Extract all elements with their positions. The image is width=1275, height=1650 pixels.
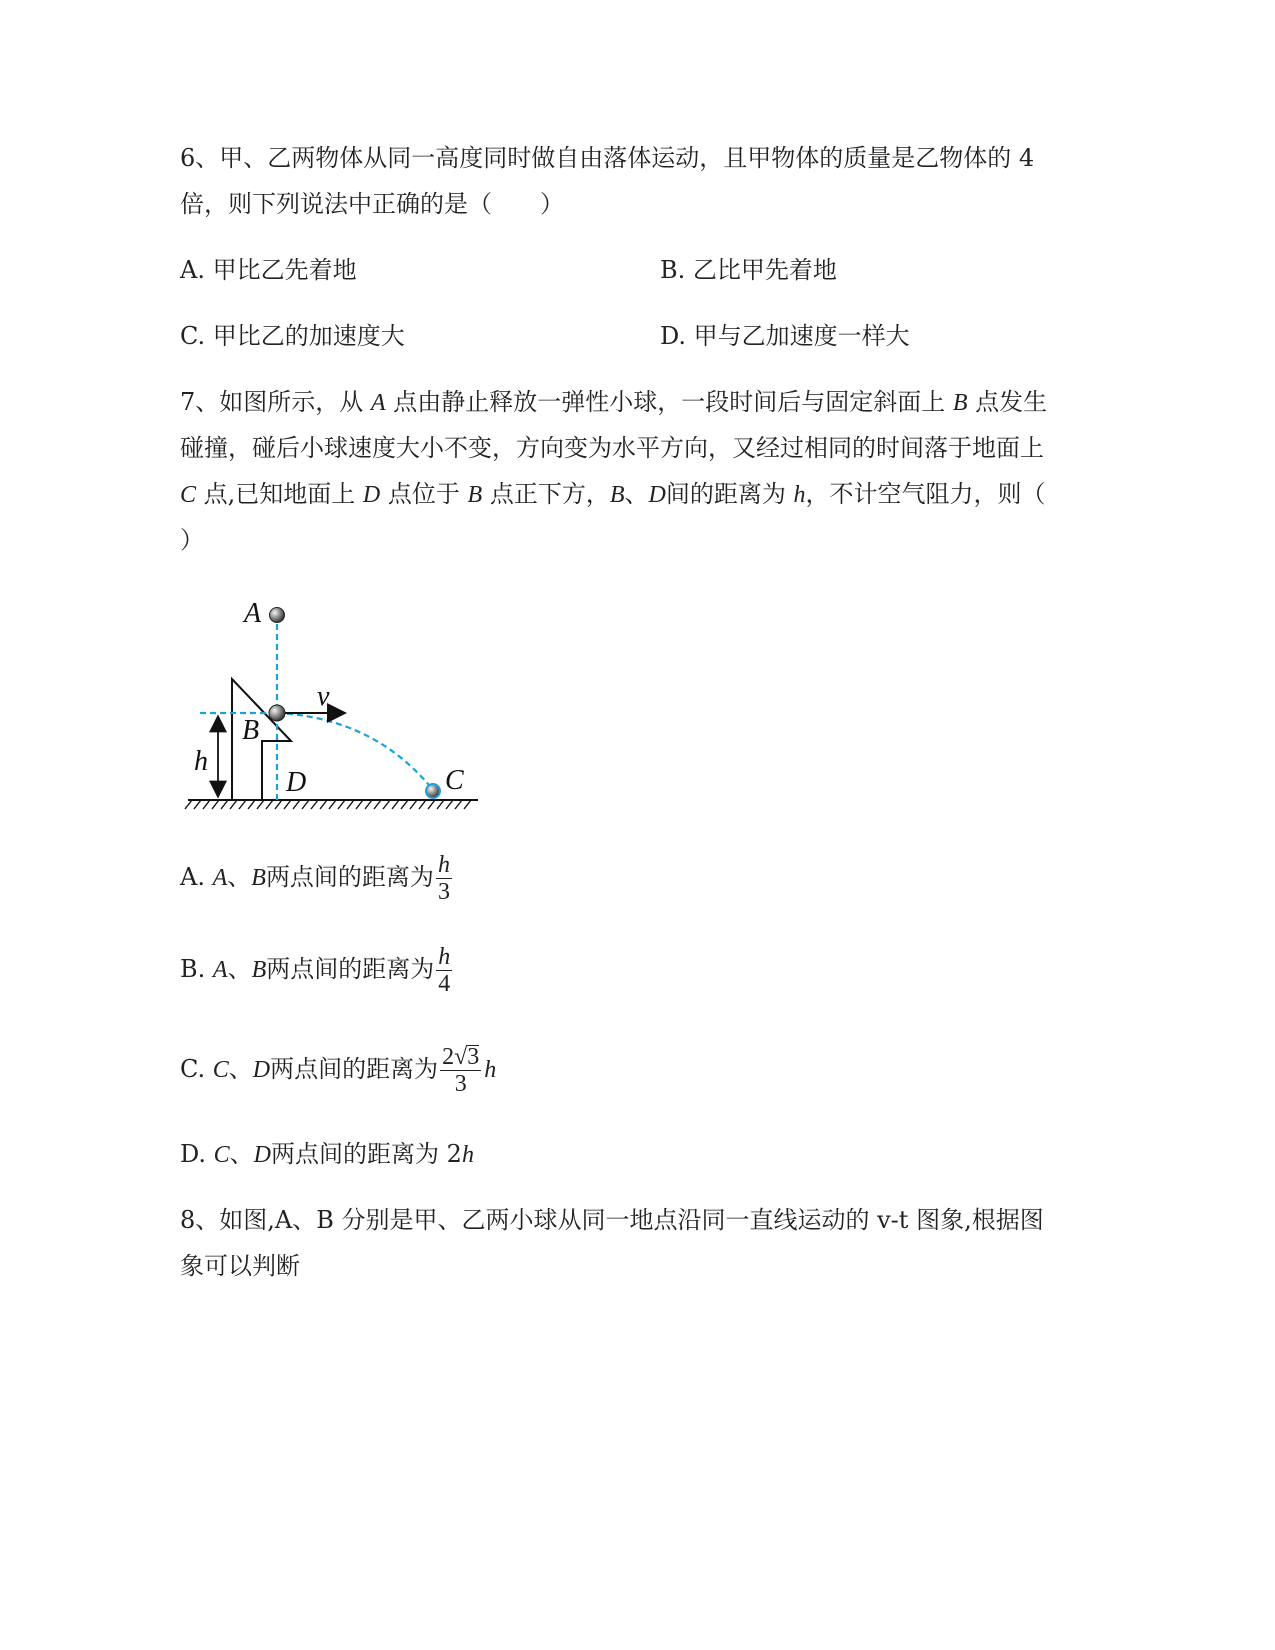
ground-hatch bbox=[347, 800, 354, 809]
incline-wedge bbox=[232, 679, 291, 800]
ground-hatch bbox=[320, 800, 327, 809]
label-h: h bbox=[194, 746, 208, 777]
ground-hatch bbox=[428, 800, 435, 809]
q7-option-c: C. C、D两点间的距离为 $\frac{2√3}{3}$ h bbox=[180, 1044, 497, 1097]
ground-hatch bbox=[239, 800, 246, 809]
label-b: B bbox=[242, 715, 260, 746]
ground-hatch bbox=[248, 800, 255, 809]
ground-hatch bbox=[212, 800, 219, 809]
label-d: D bbox=[286, 767, 307, 798]
ground-hatch bbox=[257, 800, 264, 809]
q6-option-d: D. 甲与乙加速度一样大 bbox=[660, 322, 910, 350]
ground-hatch bbox=[329, 800, 336, 809]
q8-stem-line-2: 象可以判断 bbox=[180, 1252, 300, 1280]
ground-hatch bbox=[401, 800, 408, 809]
q7-stem-line-1: 7、如图所示，从 A 点由静止释放一弹性小球，一段时间后与固定斜面上 B 点发生 bbox=[180, 388, 1048, 416]
ground-hatch bbox=[338, 800, 345, 809]
q8-stem-line-1: 8、如图,A、B 分别是甲、乙两小球从同一地点沿同一直线运动的 v-t 图象,根据图 bbox=[180, 1206, 1044, 1234]
q7-stem-line-4: ） bbox=[180, 526, 204, 554]
ground-hatch bbox=[284, 800, 291, 809]
q7-physics-diagram bbox=[180, 590, 490, 820]
fraction: $\frac{h}{3}$ bbox=[437, 852, 450, 905]
label-a: A bbox=[244, 598, 262, 629]
ground-hatch bbox=[230, 800, 237, 809]
q6-option-b: B. 乙比甲先着地 bbox=[660, 256, 837, 284]
label-c: C bbox=[445, 765, 464, 796]
ground-hatch bbox=[221, 800, 228, 809]
q7-option-b: B. A、B两点间的距离为 $\frac{h}{4}$ bbox=[180, 944, 451, 997]
ground-hatch bbox=[374, 800, 381, 809]
q6-option-c: C. 甲比乙的加速度大 bbox=[180, 322, 405, 350]
q6-option-a: A. 甲比乙先着地 bbox=[180, 256, 357, 284]
q7-stem-line-2: 碰撞，碰后小球速度大小不变，方向变为水平方向，又经过相同的时间落于地面上 bbox=[180, 434, 1044, 462]
ball-at-b bbox=[269, 705, 285, 721]
fraction: $\frac{2√3}{3}$ bbox=[442, 1044, 480, 1097]
ground-hatch bbox=[266, 800, 273, 809]
ground-hatch bbox=[365, 800, 372, 809]
label-v: v bbox=[317, 681, 330, 712]
ground-hatch bbox=[419, 800, 426, 809]
ground-hatch bbox=[275, 800, 282, 809]
ground-hatch bbox=[311, 800, 318, 809]
fraction: $\frac{h}{4}$ bbox=[438, 944, 451, 997]
q7-stem-line-3: C 点,已知地面上 D 点位于 B 点正下方，B、D间的距离为 h，不计空气阻力，则（ bbox=[180, 480, 1046, 508]
ground-hatch bbox=[194, 800, 201, 809]
ground-hatch bbox=[464, 800, 471, 809]
q6-stem-line-2: 倍，则下列说法中正确的是（ ） bbox=[180, 190, 564, 218]
ground-hatch bbox=[392, 800, 399, 809]
ball-at-a bbox=[270, 608, 285, 623]
ball-at-c bbox=[426, 784, 440, 798]
q7-option-a: A. A、B两点间的距离为 $\frac{h}{3}$ bbox=[180, 852, 450, 905]
ground bbox=[185, 800, 478, 809]
ground-hatch bbox=[446, 800, 453, 809]
ground-hatch bbox=[383, 800, 390, 809]
q7-option-d: D. C、D两点间的距离为 2h bbox=[180, 1140, 474, 1168]
ground-hatch bbox=[185, 800, 192, 809]
ground-hatch bbox=[302, 800, 309, 809]
q6-stem-line-1: 6、甲、乙两物体从同一高度同时做自由落体运动，且甲物体的质量是乙物体的 4 bbox=[180, 144, 1035, 172]
ground-hatch bbox=[437, 800, 444, 809]
ground-hatch bbox=[293, 800, 300, 809]
ground-hatch bbox=[410, 800, 417, 809]
ground-hatch bbox=[203, 800, 210, 809]
ground-hatch bbox=[455, 800, 462, 809]
ground-hatch bbox=[356, 800, 363, 809]
